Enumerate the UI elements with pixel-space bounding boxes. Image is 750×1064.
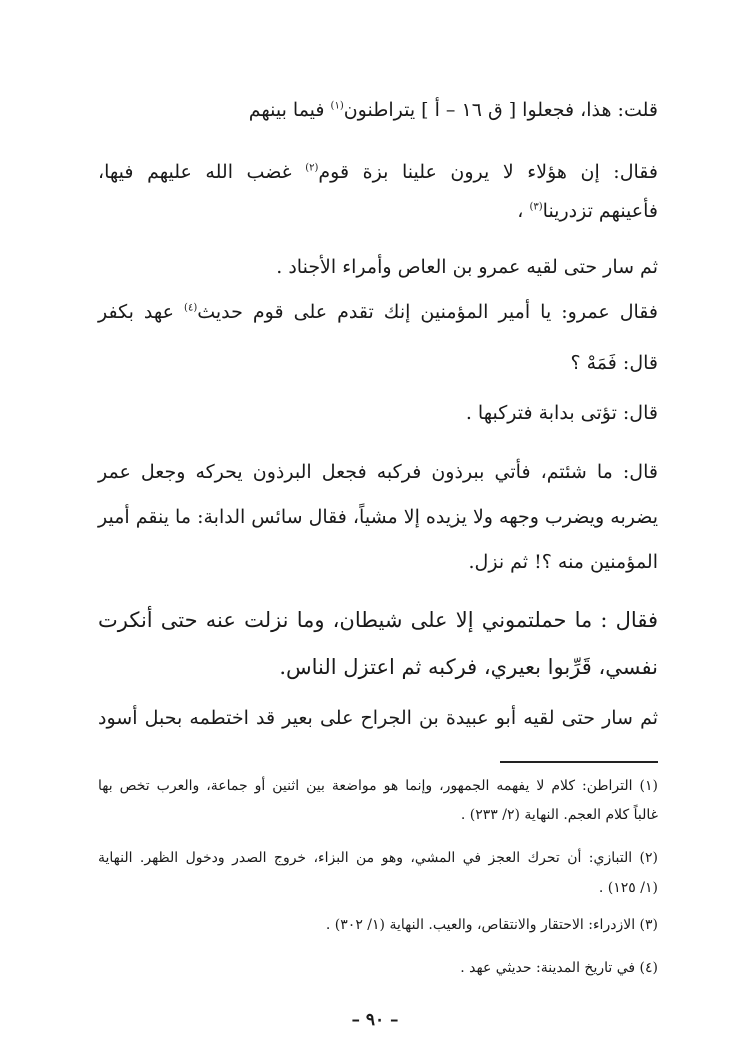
page-number: – ٩٠ – — [351, 1010, 399, 1030]
paragraph-line: ثم سار حتى لقيه أبو عبيدة بن الجراح على بعير قد اختطمه بحبل أسود — [98, 707, 658, 729]
paragraph-line: قلت: هذا، فجعلوا [ ق ١٦ – أ ] يتراطنون$^{(١)}$ فيما بينهم — [248, 99, 658, 121]
footnote-ref: (١) — [330, 100, 344, 112]
paragraph-line: فأعينهم تزدرينا$^{(٣)}$ ، — [517, 200, 658, 222]
footnote-line: (١) التراطن: كلام لا يفهمه الجمهور، وإنما هو مواضعة بين اثنين أو جماعة، والعرب تخص بها — [98, 778, 658, 794]
paragraph-line: فقال : ما حملتموني إلا على شيطان، وما نزلت عنه حتى أنكرت — [98, 608, 658, 632]
footnote-ref: (٢) — [305, 162, 319, 174]
footnote-separator — [500, 761, 658, 763]
footnote-line: (١/ ١٢٥) . — [598, 880, 658, 896]
paragraph-line: قال: تؤتى بدابة فتركبها . — [465, 402, 658, 424]
paragraph-line: يضربه ويضرب وجهه ولا يزيده إلا مشياً، فقال سائس الدابة: ما ينقم أمير — [98, 506, 658, 528]
footnote-ref: (٣) — [529, 201, 543, 213]
paragraph-line: قال: فَمَهْ ؟ — [570, 352, 658, 374]
paragraph-line: فقال: إن هؤلاء لا يرون علينا بزة قوم$^{(٢)}$ غضب الله عليهم فيها، — [98, 161, 658, 183]
paragraph-line: ثم سار حتى لقيه عمرو بن العاص وأمراء الأجناد . — [276, 256, 658, 278]
footnote-ref: (٤) — [184, 302, 198, 314]
footnote-line: غالباً كلام العجم. النهاية (٢/ ٢٣٣) . — [460, 807, 658, 823]
paragraph-line: فقال عمرو: يا أمير المؤمنين إنك تقدم على قوم حديث$^{(٤)}$ عهد بكفر — [98, 301, 658, 323]
footnote-line: (٢) التبازي: أن تحرك العجز في المشي، وهو من البزاء، خروج الصدر ودخول الظهر. النهاية — [98, 850, 658, 866]
paragraph-line: قال: ما شئتم، فأتي ببرذون فركبه فجعل البرذون يحركه وجعل عمر — [98, 461, 658, 483]
footnote-line: (٤) في تاريخ المدينة: حديثي عهد . — [460, 960, 658, 976]
footnote-line: (٣) الازدراء: الاحتقار والانتقاص، والعيب. النهاية (١/ ٣٠٢) . — [325, 917, 658, 933]
paragraph-line: المؤمنين منه ؟! ثم نزل. — [468, 551, 658, 573]
paragraph-line: نفسي، قَرِّبوا بعيري، فركبه ثم اعتزل الناس. — [279, 655, 658, 679]
